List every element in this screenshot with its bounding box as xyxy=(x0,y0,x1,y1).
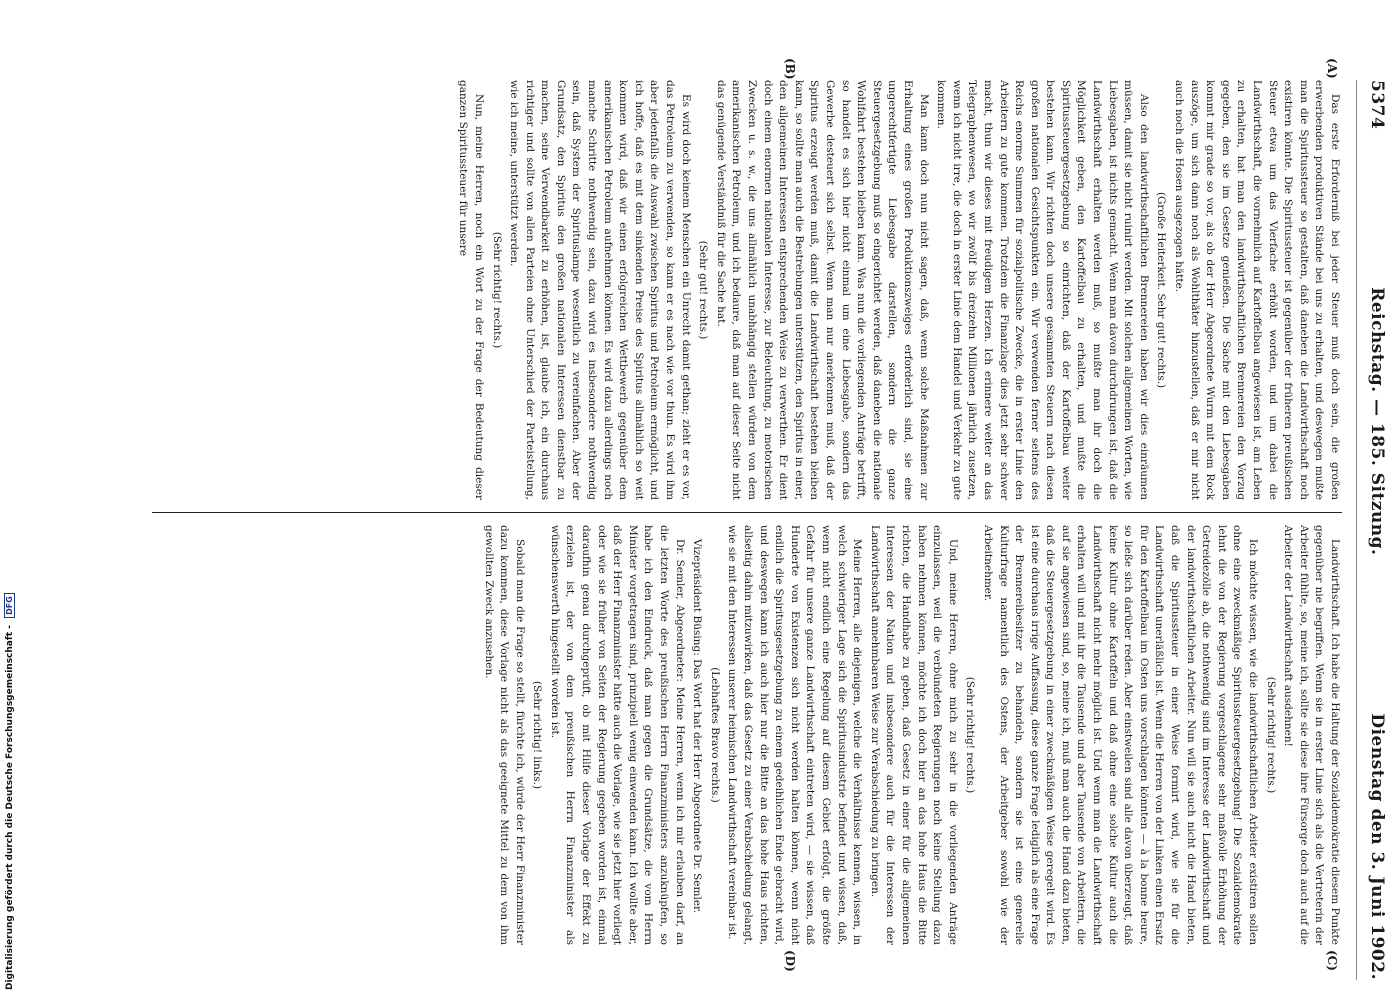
interjection: (Lebhaftes Bravo rechts.) xyxy=(708,667,721,803)
paragraph: Ich möchte wissen, wie die landwirthschaftlichen Arbeiter existiren sollen ohne eine zweckmäßige Spiritussteuergesetzgebung! Die Sozialdemokratie lehnt die von der Regierung vorgeschlagene sehr maßvolle Erhöhung der Getreidezölle ab, die nothwendig sind im Interesse der Landwirthschaft und der landwirthschaftlichen Arbeiter. Nun will sie auch nicht die Hand bieten, daß die Spiritussteuer in einer Weise formirt wird, wie sie für die Landwirthschaft unerläßlich ist. Wenn die Herren von der Linken einen Ersatz für den Kartoffelbau im Osten uns vorschlagen könnten — à la bonne heure, so ließe sich darüber reden. Aber einstweilen sind alle davon überzeugt, daß keine Kultur ohne Kartoffeln und daß ohne eine solche Kultur auch die Landwirthschaft nicht mehr möglich ist. Und wenn man die Landwirthschaft erhalten will und mit ihr die Tausende und aber Tausende von Arbeitern, die auf sie angewiesen sind, so, meine ich, muß man auch die Hand dazu bieten, daß die Steuergesetzgebung in einer zweckmäßigen Weise geregelt wird. Es ist eine durchaus irrige Auffassung, diese ganze Frage lediglich als eine Frage der Brennereibesitzer zu behandeln, sondern sie ist eine generelle Kulturfrage namentlich des Ostens, der Arbeitgeber sowohl wie der Arbeitnehmer. xyxy=(981,525,1260,945)
interjection: (Sehr gut! rechts.) xyxy=(697,240,710,340)
page-title: Reichstag. — 185. Sitzung. xyxy=(1367,287,1387,556)
margin-mark-c: (C) xyxy=(1325,950,1339,971)
column-divider xyxy=(152,512,1342,513)
document-page xyxy=(117,20,1397,980)
margin-mark-a: (A) xyxy=(1325,58,1339,79)
interjection: (Sehr richtig! rechts.) xyxy=(490,231,503,349)
dfg-logo: DFG xyxy=(4,593,15,618)
left-column xyxy=(152,80,1342,500)
page-number: 5374 xyxy=(1367,80,1387,130)
paragraph: Man kann doch nun nicht sagen, daß, wenn solche Maßnahmen zur Erhaltung eines großen Produktionszweiges erforderlich sind, sie eine ungerechtfertigte Liebesgabe darstellen, sondern die ganze Steuergesetzgebung muß so eingerichtet werden, daß daneben die nationale Wohlfahrt bestehen bleiben kann. Was nun die vorliegenden Anträge betrifft, so handelt es sich hier nicht einmal um eine Liebesgabe, sondern das Gewerbe desteuert sich selbst. Wenn man nur anerkennen muß, daß der Spiritus erzeugt werden muß, damit die Landwirthschaft bestehen bleiben kann, so sollte man auch die Bestrebungen unterstützen, den Spiritus in einer, den allgemeinen Interessen entsprechenden Weise zu verwerthen. Er dient doch einem enormen nationalen Interesse, zur Beleuchtung, zu motorischen Zwecken u. s. w., die uns allmählich unabhängig stellen würden von dem amerikanischen Petroleum, und ich bedaure, daß man auf dieser Seite nicht das genügende Verständniß für die Sache hat. xyxy=(714,80,930,500)
paragraph: Es wird doch keinem Menschen ein Unrecht damit gethan; zieht er es vor, das Petroleum zu verwenden, so kann er es nach wie vor thun. Es wird ihm aber jedenfalls die Auswahl zwischen Spiritus und Petroleum ermöglicht, und ich hoffe, daß es mit dem sinkenden Preise des Spiritus allmählich so weit kommen wird, daß wir einen erfolgreichen Wettbewerb gegenüber dem amerikanischen Petroleum aufnehmen können. Es wird dazu allerdings noch manche Schritte nothwendig sein, dazu wird es insbesondere nothwendig sein, daß System der Spirituslampe wesentlich zu vereinfachen. Aber der Grundsatz, den Spiritus den großen nationalen Interessen dienstbar zu machen, seine Verwendbarkeit zu erhöhen, ist, glaube ich, ein durchaus richtiger und sollte von allen Parteien ohne Unterschied der Parteistellung, wie ich meine, unterstützt werden. xyxy=(508,80,692,500)
session-date: Dienstag den 3. Juni 1902. xyxy=(1367,713,1387,980)
paragraph: Landwirthschaft. Ich habe die Haltung der Sozialdemokratie diesem Punkte gegenüber nie begriffen. Wenn sie in erster Linie sich als die Vertreterin der Arbeiter fühlte, so, meine ich, sollte sie diese ihre Fürsorge doch auch auf die Arbeiter der Landwirthschaft ausdehnen! xyxy=(1282,525,1341,945)
speaker-line: Vizepräsident Büsing: Das Wort hat der Herr Abgeordnete Dr. Semler. xyxy=(691,539,704,914)
digitization-credit xyxy=(4,596,18,990)
paragraph: Sobald man die Frage so stellt, fürchte ich, würde der Herr Finanzminister dazu kommen, diese Vorlage nicht als das geeignete Mittel zu dem von ihm gewollten Zweck anzusehen. xyxy=(482,525,526,945)
paragraph: Dr. Semler, Abgeordneter: Meine Herren, wenn ich mir erlauben darf, an die letzten Worte des preußischen Herrn Finanzministers anzuknüpfen, so habe ich den Eindruck, daß man gegen die Grundsätze, die vom Herrn Minister vorgetragen sind, prinzipiell wenig einwenden kann. Ich wollte aber, daß der Herr Finanzminister hätte auch die Vorlage, wie sie jetzt hier vorliegt oder wie sie früher von Seiten der Regierung gegeben worden ist, einmal daraufhin genau durchgeprüft, ob mit Hilfe dieser Vorlage der Effekt zu erzielen ist, der von dem preußischen Herrn Finanzminister als wünschenswerth hingestellt worden ist. xyxy=(548,525,686,945)
margin-mark-b: (B) xyxy=(783,58,797,80)
margin-mark-d: (D) xyxy=(783,950,797,972)
page-header xyxy=(1356,80,1397,980)
interjection: (Sehr richtig! rechts.) xyxy=(1264,676,1277,794)
paragraph: Und, meine Herren, ohne mich zu sehr in die vorliegenden Anträge einzulassen, weil die verbündeten Regierungen noch keine Stellung dazu haben nehmen können, möchte ich doch hier an das hohe Haus die Bitte richten, die Handhabe zu geben, daß Gesetz in einer für die allgemeinen Interessen der Nation und insbesondere auch für die Interessen der Landwirthschaft annehmbaren Weise zur Verabschiedung zu bringen. xyxy=(868,525,959,945)
paragraph: Nun, meine Herren, noch ein Wort zu der Frage der Bedeutung dieser ganzen Spiritussteuer für unsere xyxy=(457,80,485,500)
interjection: (Sehr richtig! links.) xyxy=(531,680,544,790)
paragraph: Meine Herren, alle diejenigen, welche die Verhältnisse kennen, wissen, in welch schwieriger Lage sich die Spiritusindustrie befindet und wissen, daß, wenn nicht endlich eine Regelung auf diesem Gebiet erfolgt, die größte Gefahr für unsere ganze Landwirthschaft eintreten wird, — sie wissen, daß Hunderte von Existenzen sich nicht werden halten können, wenn nicht endlich die Spiritusgesetzgebung zu einem gedeihlichen Ende gebracht wird, und deswegen kann ich auch hier nur die Bitte an das hohe Haus richten, allseitig dahin mitzuwirken, daß das Gesetz zu einer Verabschiedung gelangt, wie sie mit den Interessen unserer heimischen Landwirthschaft vereinbar ist. xyxy=(726,525,864,945)
credit-text: Digitalisierung gefördert durch die Deutsche Forschungsgemeinschaft - xyxy=(5,625,15,990)
interjection: (Sehr richtig! rechts.) xyxy=(964,676,977,794)
right-column xyxy=(152,525,1342,945)
paragraph: Also den landwirthschaftlichen Brennereien haben wir dies einräumen müssen, damit sie nicht ruinirt werden. Mit solchen allgemeinen Worten, wie Liebesgaben, ist nichts gemacht. Wenn man davon durchdrungen ist, daß die Landwirthschaft erhalten werden muß, so mußte man ihr doch die Möglichkeit geben, den Kartoffelbau zu erhalten, und mußte die Spiritussteuergesetzgebung so einrichten, daß der Kartoffelbau weiter bestehen kann. Wir richten doch unsere gesammten Steuern nach diesen großen nationalen Gesichtspunkten ein. Wir verwenden ferner seitens des Reichs enorme Summen für sozialpolitische Zwecke, die in erster Linie den Arbeitern zu gute kommen. Trotzdem die Finanzlage dies jetzt sehr schwer macht, thun wir dieses mit freudigem Herzen. Ich erinnere weiter an das Telegraphenwesen, wo wir zwölf bis dreizehn Millionen jährlich zusetzen, wenn ich nicht irre, die doch in erster Linie dem Handel und Verkehr zu gute kommen. xyxy=(935,80,1150,500)
interjection: (Große Heiterkeit. Sehr gut! rechts.) xyxy=(1155,191,1168,389)
paragraph: Das erste Erforderniß bei jeder Steuer muß doch sein, die großen erwerbenden produktiven Stände bei uns zu erhalten, und deswegen mußte man die Spiritussteuer so gestalten, daß daneben die Landwirthschaft noch existiren könnte. Die Spiritussteuer ist gegenüber der früheren preußischen Steuer etwa um das Vierfache erhöht worden, und um dabei die Landwirthschaft, die vornehmlich auf Kartoffelbau angewiesen ist, am Leben zu erhalten, hat man den landwirthschaftlichen Brennereien den Vorzug gegeben, den sie im Gesetze genießen. Die Sache mit den Liebesgaben kommt mir grade so vor, als ob der Herr Abgeordnete Wurm mit dem Rock auszöge, um sich dann noch als Wohlthäter hinzustellen, daß er mir nicht auch noch die Hosen ausgezogen hätte. xyxy=(1173,80,1341,500)
